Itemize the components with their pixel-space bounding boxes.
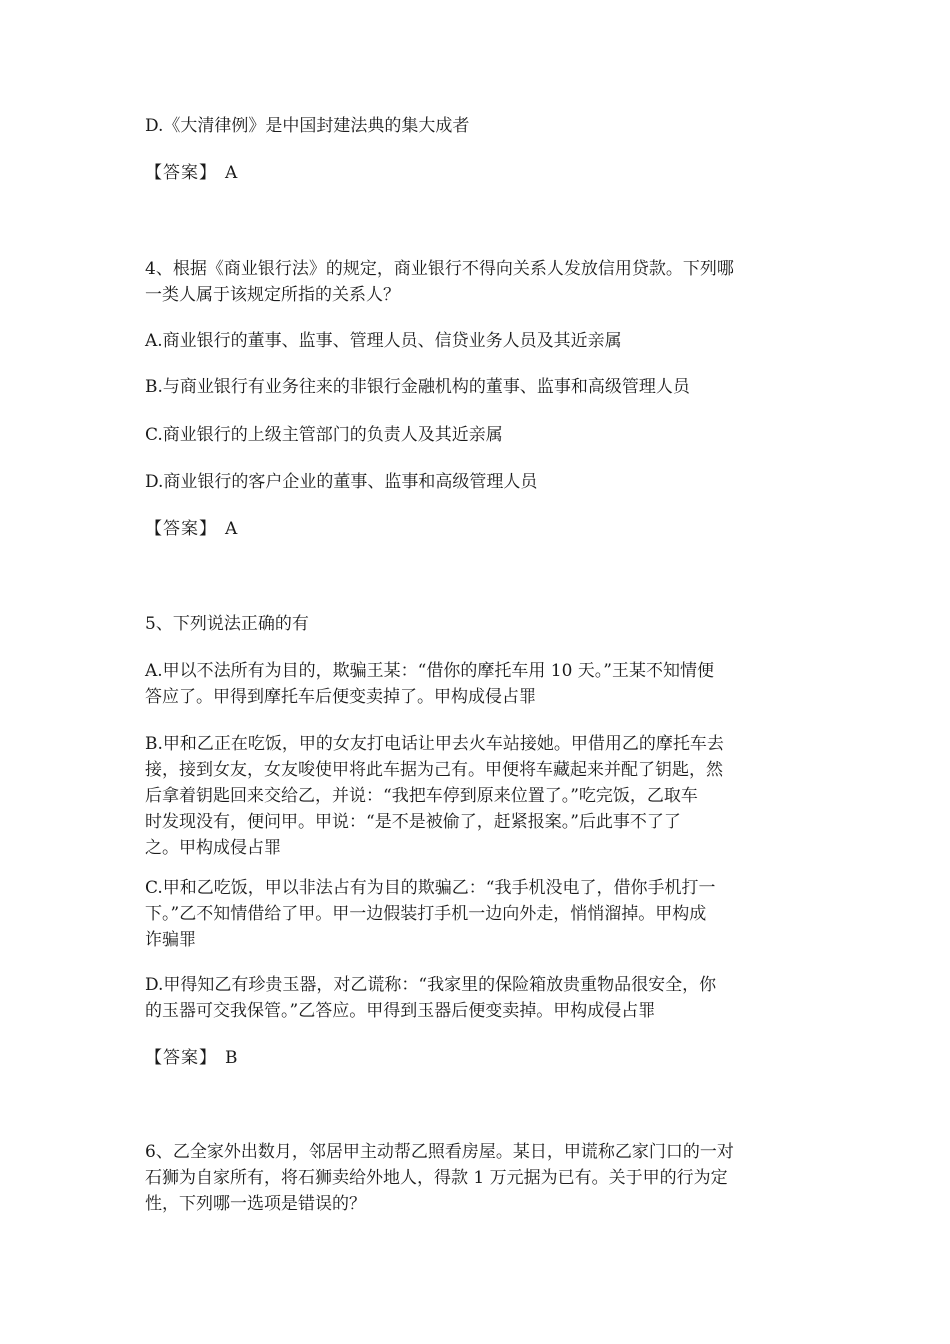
- q4-option-c: [145, 422, 810, 448]
- q5-option-a-line: A.甲以不法所有为目的，欺骗王某：“借你的摩托车用 10 天。”王某不知情便: [145, 661, 715, 681]
- q6-stem-line: 6、乙全家外出数月，邻居甲主动帮乙照看房屋。某日，甲谎称乙家门口的一对: [145, 1142, 734, 1162]
- answer-label: 【答案】: [145, 1048, 217, 1068]
- q5-option-d-line: 的玉器可交我保管。”乙答应。甲得到玉器后便变卖掉。甲构成侵占罪: [145, 1001, 656, 1021]
- q5-answer: [145, 1045, 810, 1071]
- q5-option-b-line: 之。甲构成侵占罪: [145, 838, 281, 858]
- q4-option-a: [145, 328, 810, 354]
- q4-option-d-text: D.商业银行的客户企业的董事、监事和高级管理人员: [145, 472, 538, 492]
- q5-option-d-line: D.甲得知乙有珍贵玉器，对乙谎称：“我家里的保险箱放贵重物品很安全，你: [145, 975, 717, 995]
- answer-label: 【答案】: [145, 163, 217, 183]
- q5-option-a: [145, 658, 810, 710]
- q3-option-d: [145, 113, 810, 139]
- q5-option-b: [145, 731, 810, 861]
- q4-option-c-text: C.商业银行的上级主管部门的负责人及其近亲属: [145, 425, 503, 445]
- q5-option-c-line: 下。”乙不知情借给了甲。甲一边假装打手机一边向外走，悄悄溜掉。甲构成: [145, 904, 707, 924]
- q4-stem-line: 一类人属于该规定所指的关系人？: [145, 285, 400, 305]
- q5-option-c-line: 诈骗罪: [145, 930, 196, 950]
- q5-option-d: [145, 972, 810, 1024]
- q5-option-a-line: 答应了。甲得到摩托车后便变卖掉了。甲构成侵占罪: [145, 687, 536, 707]
- q4-answer: [145, 516, 810, 542]
- q5-option-b-line: 后拿着钥匙回来交给乙，并说：“我把车停到原来位置了。”吃完饭，乙取车: [145, 786, 698, 806]
- q5-option-c: [145, 875, 810, 953]
- q6-stem-line: 石狮为自家所有，将石狮卖给外地人，得款 1 万元据为已有。关于甲的行为定: [145, 1168, 728, 1188]
- q5-option-b-line: B.甲和乙正在吃饭，甲的女友打电话让甲去火车站接她。甲借用乙的摩托车去: [145, 734, 724, 754]
- answer-value: A: [225, 519, 238, 539]
- q3-option-d-text: D.《大清律例》是中国封建法典的集大成者: [145, 116, 470, 136]
- q6-stem-line: 性，下列哪一选项是错误的？: [145, 1194, 366, 1214]
- q4-option-d: [145, 469, 810, 495]
- q6-stem: [145, 1139, 810, 1217]
- q5-option-c-line: C.甲和乙吃饭，甲以非法占有为目的欺骗乙：“我手机没电了，借你手机打一: [145, 878, 716, 898]
- q5-stem: [145, 611, 810, 637]
- q5-option-b-line: 接，接到女友，女友唆使甲将此车据为己有。甲便将车藏起来并配了钥匙，然: [145, 760, 723, 780]
- q4-option-b: [145, 374, 810, 400]
- q4-stem: [145, 256, 810, 308]
- q4-stem-line: 4、根据《商业银行法》的规定，商业银行不得向关系人发放信用贷款。下列哪: [145, 259, 734, 279]
- answer-value: B: [225, 1048, 238, 1068]
- q4-option-a-text: A.商业银行的董事、监事、管理人员、信贷业务人员及其近亲属: [145, 331, 622, 351]
- q5-stem-text: 5、下列说法正确的有: [145, 614, 309, 634]
- q5-option-b-line: 时发现没有，便问甲。甲说：“是不是被偷了，赶紧报案。”后此事不了了: [145, 812, 681, 832]
- answer-label: 【答案】: [145, 519, 217, 539]
- q3-answer: [145, 160, 810, 186]
- answer-value: A: [225, 163, 238, 183]
- q4-option-b-text: B.与商业银行有业务往来的非银行金融机构的董事、监事和高级管理人员: [145, 377, 690, 397]
